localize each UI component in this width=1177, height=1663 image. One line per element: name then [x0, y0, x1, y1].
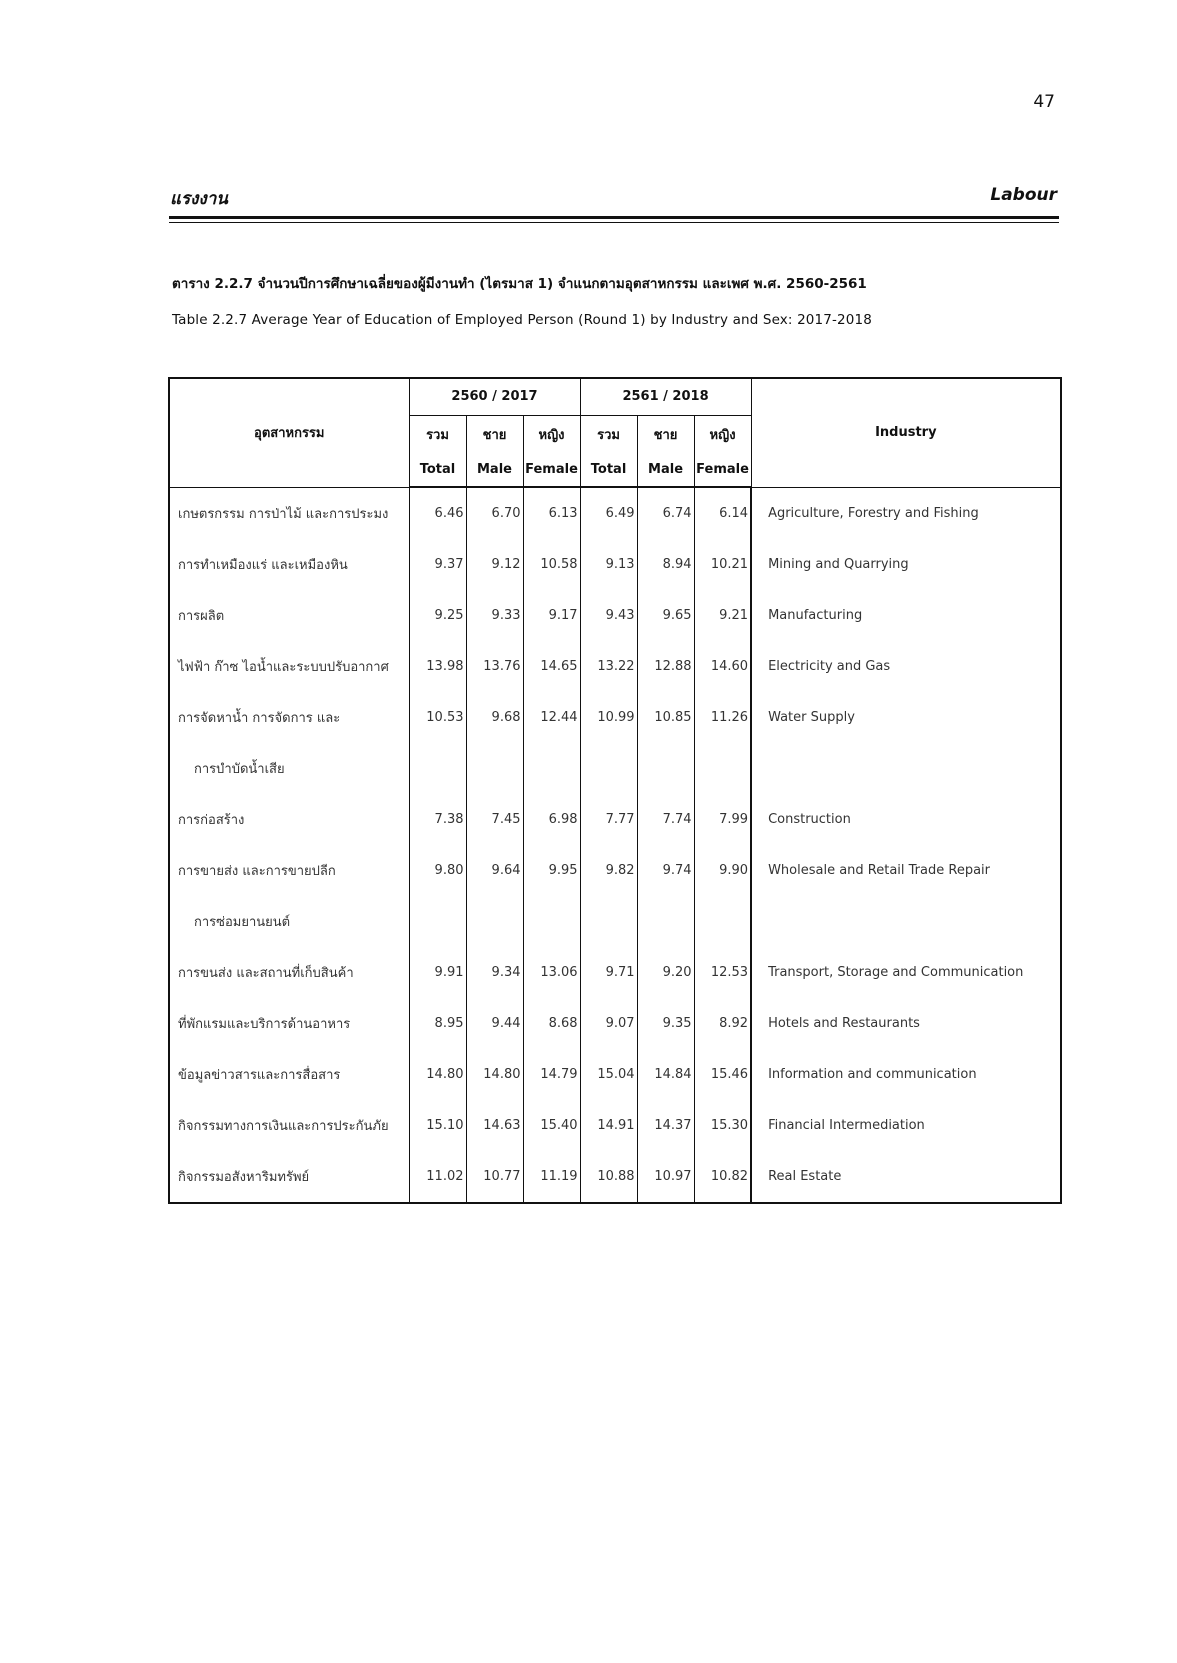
- table-row: [169, 641, 1061, 692]
- header-rule-thin: [169, 222, 1059, 223]
- empty-cell: [409, 743, 466, 794]
- empty-cell: [580, 896, 637, 947]
- value-cell: 6.14: [694, 487, 751, 539]
- empty-cell: [694, 896, 751, 947]
- value-cell: 6.70: [466, 487, 523, 539]
- table-row: [169, 1049, 1061, 1100]
- industry-name-english: Information and communication: [751, 1049, 1061, 1100]
- value-cell: 10.21: [694, 539, 751, 590]
- value-cell: 9.95: [523, 845, 580, 896]
- value-cell: 10.77: [466, 1151, 523, 1203]
- industry-name-english: Electricity and Gas: [751, 641, 1061, 692]
- page-number: 47: [1033, 92, 1055, 112]
- value-cell: 10.97: [637, 1151, 694, 1203]
- table-row: [169, 590, 1061, 641]
- empty-cell: [637, 896, 694, 947]
- value-cell: 9.12: [466, 539, 523, 590]
- value-cell: 14.91: [580, 1100, 637, 1151]
- table-row: [169, 1100, 1061, 1151]
- industry-name-thai: การก่อสร้าง: [178, 813, 245, 828]
- value-cell: 9.34: [466, 947, 523, 998]
- industry-name-english: Financial Intermediation: [751, 1100, 1061, 1151]
- sex-header-thai: หญิง: [694, 415, 751, 453]
- empty-cell: [694, 743, 751, 794]
- value-cell: 9.35: [637, 998, 694, 1049]
- year-header: 2561 / 2018: [580, 378, 751, 415]
- table-body: [169, 487, 1061, 1203]
- industry-name-english: Construction: [751, 794, 1061, 845]
- value-cell: 13.22: [580, 641, 637, 692]
- table-row: [169, 947, 1061, 998]
- value-cell: 9.13: [580, 539, 637, 590]
- value-cell: 9.74: [637, 845, 694, 896]
- empty-cell: [751, 896, 1061, 947]
- value-cell: 11.19: [523, 1151, 580, 1203]
- value-cell: 7.77: [580, 794, 637, 845]
- value-cell: 14.65: [523, 641, 580, 692]
- value-cell: 15.04: [580, 1049, 637, 1100]
- value-cell: 9.17: [523, 590, 580, 641]
- value-cell: 10.58: [523, 539, 580, 590]
- value-cell: 9.44: [466, 998, 523, 1049]
- column-header-industry-thai: อุตสาหกรรม: [169, 378, 409, 487]
- education-table: [168, 377, 1062, 1204]
- empty-cell: [466, 896, 523, 947]
- table-row: [169, 1151, 1061, 1203]
- industry-name-english: Agriculture, Forestry and Fishing: [751, 487, 1061, 539]
- empty-cell: [523, 743, 580, 794]
- table-row: [169, 539, 1061, 590]
- value-cell: 15.46: [694, 1049, 751, 1100]
- table-row-continuation: [169, 743, 1061, 794]
- industry-name-english: Real Estate: [751, 1151, 1061, 1203]
- value-cell: 6.13: [523, 487, 580, 539]
- value-cell: 9.71: [580, 947, 637, 998]
- industry-name-thai: กิจกรรมทางการเงินและการประกันภัย: [178, 1119, 389, 1134]
- value-cell: 10.88: [580, 1151, 637, 1203]
- sex-header-thai: รวม: [580, 415, 637, 453]
- industry-name-english: Mining and Quarrying: [751, 539, 1061, 590]
- table-row: [169, 794, 1061, 845]
- sex-header-english: Female: [523, 453, 580, 487]
- sex-header-thai: รวม: [409, 415, 466, 453]
- industry-name-english: Wholesale and Retail Trade Repair: [751, 845, 1061, 896]
- industry-name-thai: การขายส่ง และการขายปลีก: [178, 864, 336, 879]
- industry-name-thai: กิจกรรมอสังหาริมทรัพย์: [178, 1170, 310, 1185]
- industry-name-thai: ข้อมูลข่าวสารและการสื่อสาร: [178, 1068, 341, 1083]
- industry-name-thai: ที่พักแรมและบริการด้านอาหาร: [178, 1017, 351, 1032]
- industry-name-thai: การจัดหาน้ำ การจัดการ และ: [178, 711, 341, 726]
- empty-cell: [523, 896, 580, 947]
- year-header: 2560 / 2017: [409, 378, 580, 415]
- value-cell: 7.74: [637, 794, 694, 845]
- table-row: [169, 998, 1061, 1049]
- value-cell: 14.60: [694, 641, 751, 692]
- industry-name-english: Manufacturing: [751, 590, 1061, 641]
- value-cell: 12.44: [523, 692, 580, 743]
- industry-name-thai: ไฟฟ้า ก๊าซ ไอน้ำและระบบปรับอากาศ: [178, 660, 389, 675]
- table-row: [169, 692, 1061, 743]
- value-cell: 14.84: [637, 1049, 694, 1100]
- value-cell: 15.40: [523, 1100, 580, 1151]
- value-cell: 11.02: [409, 1151, 466, 1203]
- value-cell: 15.30: [694, 1100, 751, 1151]
- industry-name-thai: การผลิต: [178, 609, 225, 624]
- table-row-continuation: [169, 896, 1061, 947]
- value-cell: 10.82: [694, 1151, 751, 1203]
- value-cell: 9.21: [694, 590, 751, 641]
- value-cell: 15.10: [409, 1100, 466, 1151]
- sex-header-thai: หญิง: [523, 415, 580, 453]
- value-cell: 9.91: [409, 947, 466, 998]
- value-cell: 10.53: [409, 692, 466, 743]
- sex-header-thai: ชาย: [637, 415, 694, 453]
- value-cell: 13.76: [466, 641, 523, 692]
- value-cell: 8.95: [409, 998, 466, 1049]
- value-cell: 8.92: [694, 998, 751, 1049]
- value-cell: 9.43: [580, 590, 637, 641]
- value-cell: 9.37: [409, 539, 466, 590]
- value-cell: 12.53: [694, 947, 751, 998]
- value-cell: 9.68: [466, 692, 523, 743]
- value-cell: 7.99: [694, 794, 751, 845]
- industry-name-english: Hotels and Restaurants: [751, 998, 1061, 1049]
- header-rule-thick: [169, 216, 1059, 219]
- table-title-thai: ตาราง 2.2.7 จำนวนปีการศึกษาเฉลี่ยของผู้มีงานทำ (ไตรมาส 1) จำแนกตามอุตสาหกรรม และเพศ พ.ศ. 2560-2561: [172, 276, 867, 292]
- industry-name-thai: การขนส่ง และสถานที่เก็บสินค้า: [178, 966, 354, 981]
- value-cell: 9.65: [637, 590, 694, 641]
- column-header-industry-english: Industry: [751, 378, 1061, 487]
- value-cell: 7.45: [466, 794, 523, 845]
- value-cell: 14.37: [637, 1100, 694, 1151]
- value-cell: 9.80: [409, 845, 466, 896]
- industry-name-english: Water Supply: [751, 692, 1061, 743]
- industry-name-thai-continued: การบำบัดน้ำเสีย: [194, 762, 285, 777]
- sex-header-english: Total: [580, 453, 637, 487]
- sex-header-thai: ชาย: [466, 415, 523, 453]
- empty-cell: [637, 743, 694, 794]
- empty-cell: [580, 743, 637, 794]
- industry-name-english: Transport, Storage and Communication: [751, 947, 1061, 998]
- value-cell: 9.33: [466, 590, 523, 641]
- value-cell: 9.82: [580, 845, 637, 896]
- value-cell: 6.49: [580, 487, 637, 539]
- section-title-english: Labour: [990, 185, 1057, 205]
- value-cell: 10.85: [637, 692, 694, 743]
- industry-name-thai-continued: การซ่อมยานยนต์: [194, 915, 291, 930]
- value-cell: 11.26: [694, 692, 751, 743]
- sex-header-english: Male: [466, 453, 523, 487]
- industry-name-thai: เกษตรกรรม การป่าไม้ และการประมง: [178, 506, 389, 522]
- value-cell: 6.98: [523, 794, 580, 845]
- sex-header-english: Total: [409, 453, 466, 487]
- value-cell: 13.06: [523, 947, 580, 998]
- industry-name-thai: การทำเหมืองแร่ และเหมืองหิน: [178, 558, 348, 573]
- value-cell: 9.64: [466, 845, 523, 896]
- sex-header-english: Male: [637, 453, 694, 487]
- value-cell: 10.99: [580, 692, 637, 743]
- value-cell: 12.88: [637, 641, 694, 692]
- value-cell: 14.63: [466, 1100, 523, 1151]
- value-cell: 14.80: [466, 1049, 523, 1100]
- table-title-english: Table 2.2.7 Average Year of Education of Employed Person (Round 1) by Industry and Sex: 2017-2018: [172, 312, 873, 328]
- section-title-thai: แรงงาน: [170, 189, 228, 209]
- empty-cell: [751, 743, 1061, 794]
- value-cell: 9.20: [637, 947, 694, 998]
- value-cell: 13.98: [409, 641, 466, 692]
- value-cell: 8.68: [523, 998, 580, 1049]
- value-cell: 6.46: [409, 487, 466, 539]
- value-cell: 9.07: [580, 998, 637, 1049]
- sex-header-english: Female: [694, 453, 751, 487]
- value-cell: 14.80: [409, 1049, 466, 1100]
- value-cell: 9.90: [694, 845, 751, 896]
- value-cell: 8.94: [637, 539, 694, 590]
- empty-cell: [409, 896, 466, 947]
- value-cell: 7.38: [409, 794, 466, 845]
- value-cell: 14.79: [523, 1049, 580, 1100]
- table-row: [169, 487, 1061, 539]
- empty-cell: [466, 743, 523, 794]
- value-cell: 6.74: [637, 487, 694, 539]
- table-row: [169, 845, 1061, 896]
- value-cell: 9.25: [409, 590, 466, 641]
